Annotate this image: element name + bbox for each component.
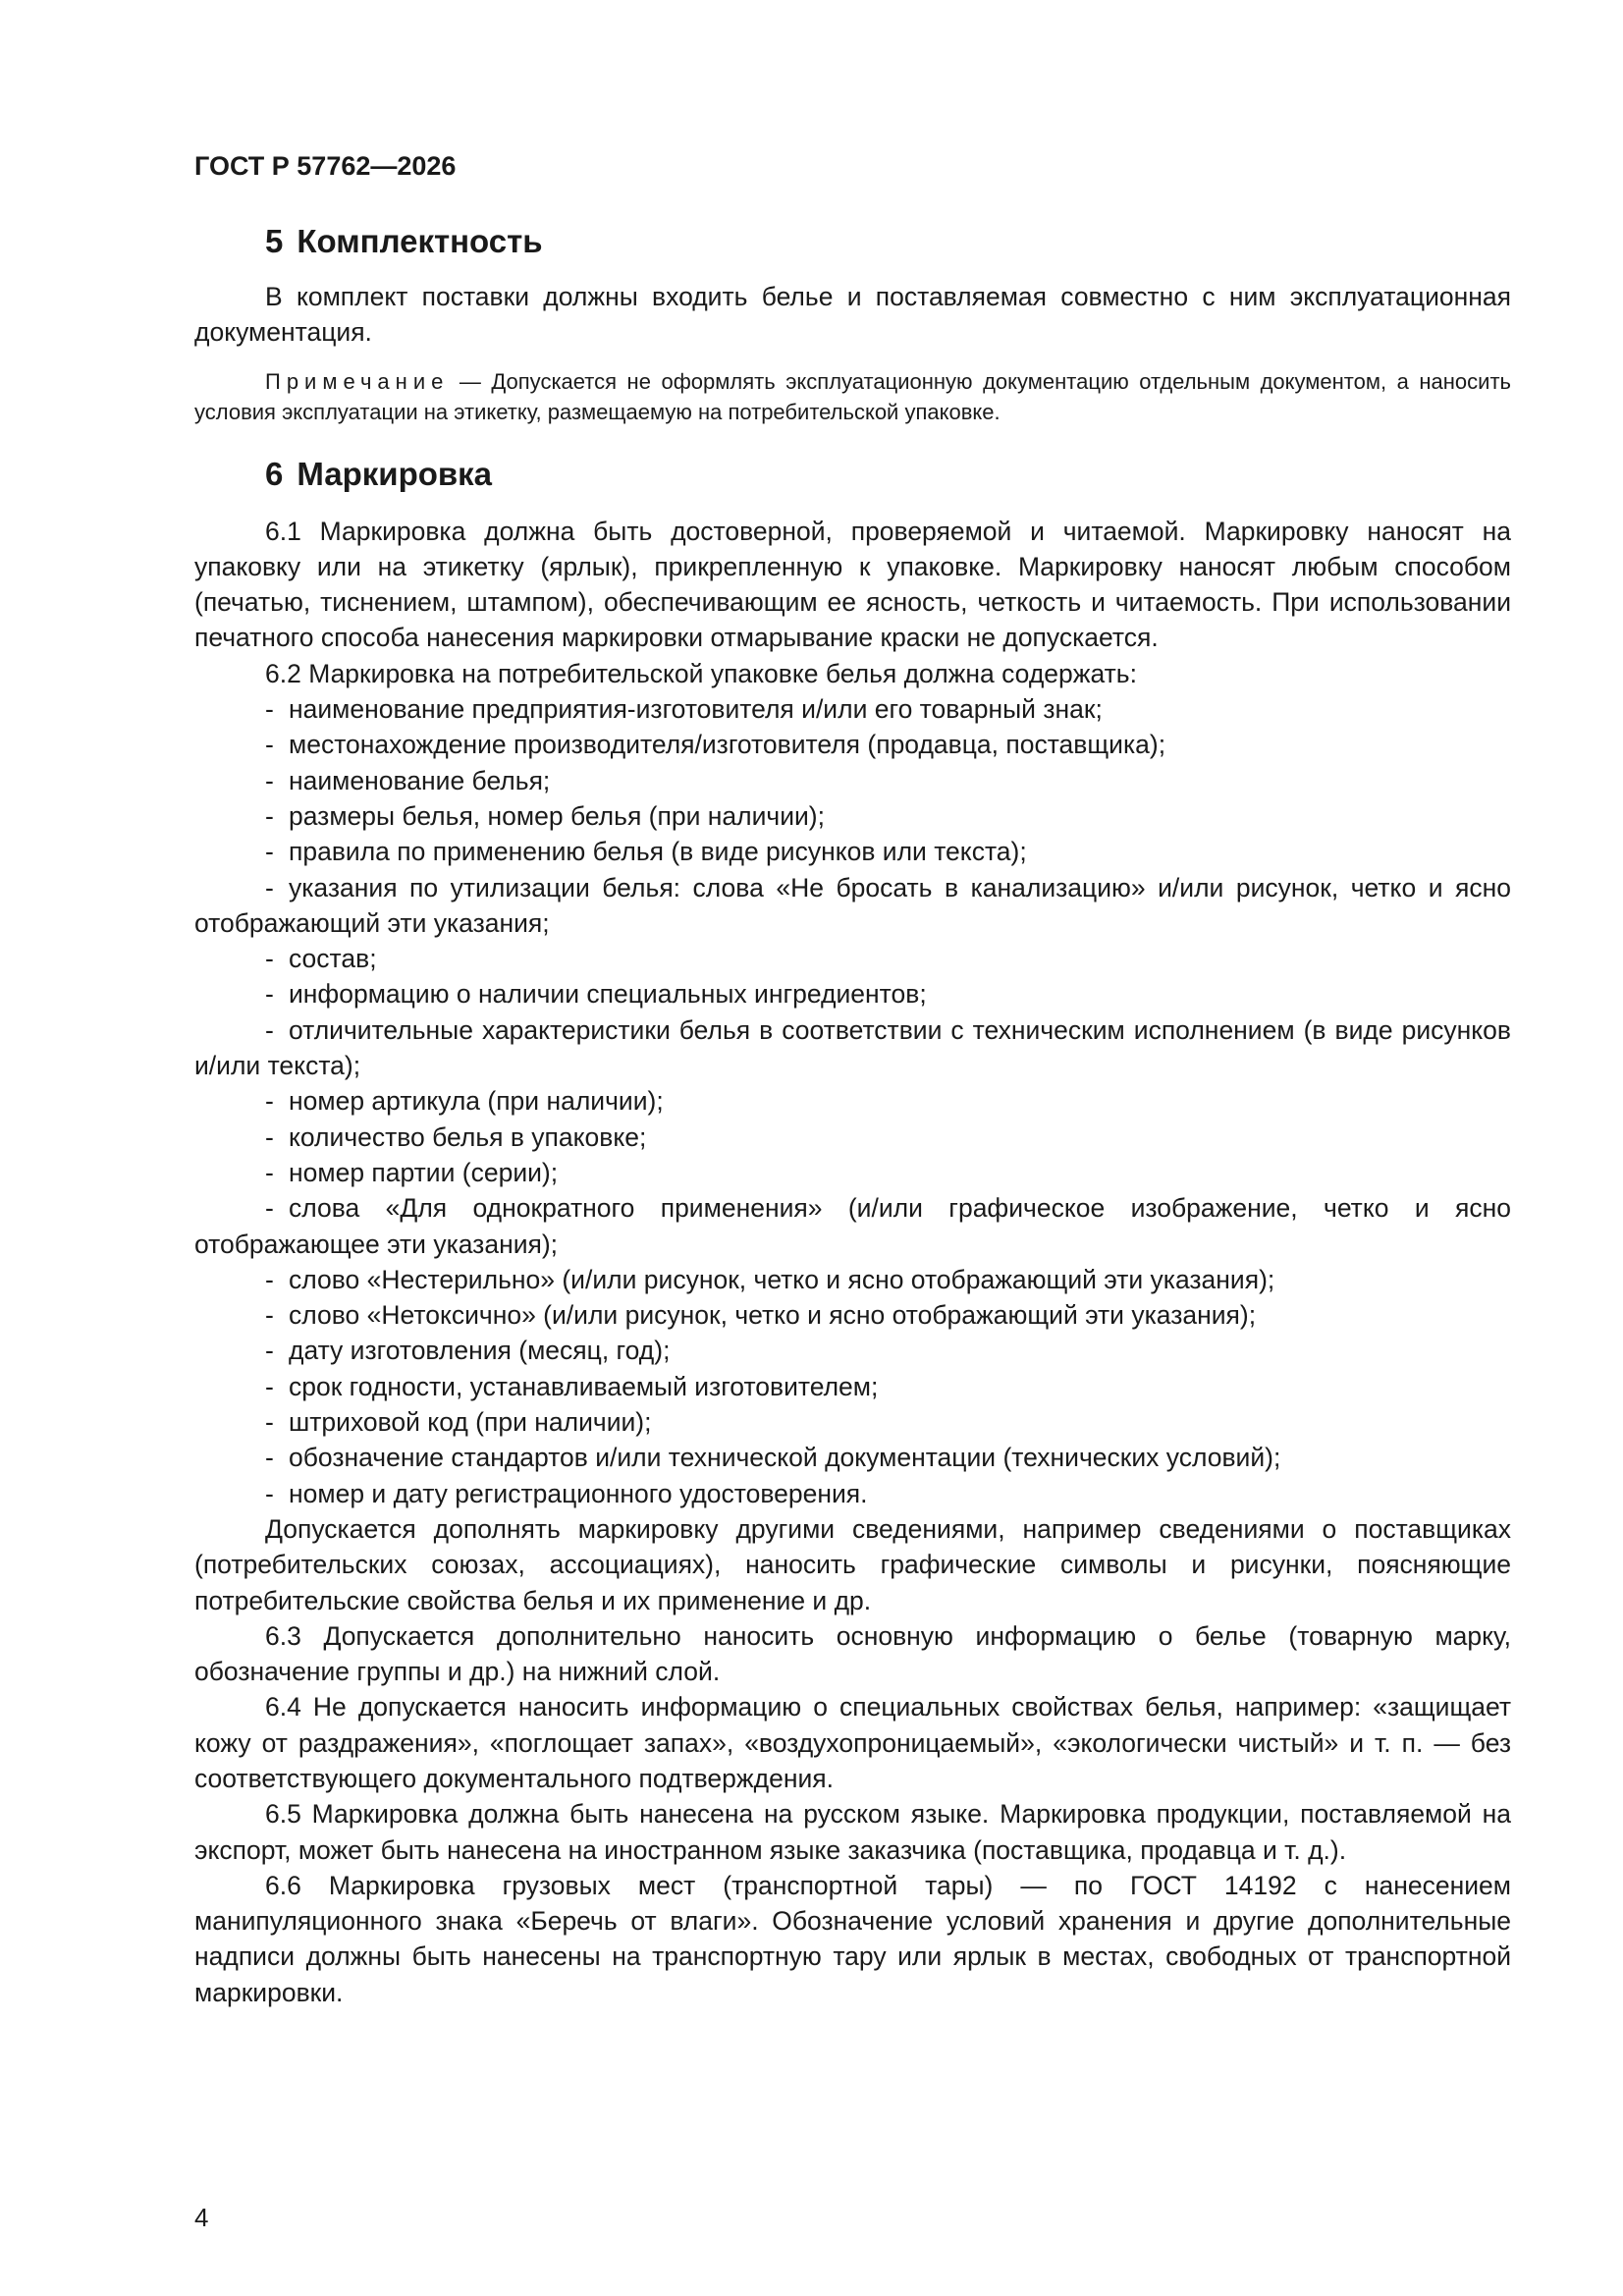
list-dash: - <box>265 1193 274 1224</box>
list-item-text: дату изготовления (месяц, год); <box>289 1336 671 1366</box>
list-item <box>194 1476 1511 1511</box>
list-dash: - <box>265 1443 274 1473</box>
note-text: — Допускается не оформлять эксплуатационную документацию отдельным документом, а наносить условия эксплуатации на этикетку, размещаемую на потребительской упаковке. <box>194 368 1511 424</box>
list-item <box>194 798 1511 834</box>
standard-code: ГОСТ Р 57762—2026 <box>194 151 457 181</box>
section-5-paragraph: В комплект поставки должны входить белье и поставляемая совместно с ним эксплуатационная документация. <box>194 282 1511 348</box>
list-dash: - <box>265 1407 274 1438</box>
list-item-text: номер и дату регистрационного удостоверения. <box>289 1478 868 1508</box>
list-item <box>194 691 1511 727</box>
list-item <box>194 1012 1511 1084</box>
list-dash: - <box>265 1371 274 1401</box>
list-dash: - <box>265 944 274 974</box>
list-item <box>194 763 1511 798</box>
clause-6-5: 6.5 Маркировка должна быть нанесена на русском языке. Маркировка продукции, поставляемой на экспорт, может быть нанесена на иностранном языке заказчика (поставщика, продавца и т. д.). <box>194 1799 1511 1865</box>
note <box>194 366 1511 427</box>
list-item-text: местонахождение производителя/изготовителя (продавца, поставщика); <box>289 730 1166 760</box>
section-6-heading <box>194 455 1511 494</box>
list-dash: - <box>265 694 274 725</box>
additional-info-paragraph: Допускается дополнять маркировку другими сведениями, например сведениями о поставщиках (потребительских союзах, ассоциациях), наносить графические символы и рисунки, поясняющие потребительские свойства белья и их применение и др. <box>194 1513 1511 1615</box>
list-item <box>194 1440 1511 1475</box>
list-item <box>194 727 1511 762</box>
list-item-text: наименование предприятия-изготовителя и/или его товарный знак; <box>289 694 1103 725</box>
clause-6-4: 6.4 Не допускается наносить информацию о специальных свойствах белья, например: «защищает кожу от раздражения», «поглощает запах», «воздухопроницаемый», «экологически чистый» и т. п. — без соответствующего документального подтверждения. <box>194 1692 1511 1793</box>
list-dash: - <box>265 1157 274 1187</box>
note-label: Примечание <box>265 368 450 394</box>
list-item-text: состав; <box>289 944 377 974</box>
list-item-text: размеры белья, номер белья (при наличии); <box>289 800 825 831</box>
section-number: 6 <box>265 455 284 492</box>
list-item-text: слова «Для однократного применения» (и/или графическое изображение, четко и ясно отображающее эти указания); <box>194 1193 1511 1259</box>
list-dash: - <box>265 730 274 760</box>
list-item-text: указания по утилизации белья: слова «Не бросать в канализацию» и/или рисунок, четко и ясно отображающий эти указания; <box>194 872 1511 938</box>
list-item-text: номер партии (серии); <box>289 1157 559 1187</box>
page-number: 4 <box>194 2203 209 2232</box>
marking-requirements-list <box>194 691 1511 1511</box>
list-item-text: слово «Нестерильно» (и/или рисунок, четко и ясно отображающий эти указания); <box>289 1264 1275 1294</box>
list-item <box>194 870 1511 942</box>
list-item <box>194 1262 1511 1297</box>
list-dash: - <box>265 800 274 831</box>
list-item-text: правила по применению белья (в виде рисунков или текста); <box>289 837 1027 867</box>
list-item-text: слово «Нетоксично» (и/или рисунок, четко и ясно отображающий эти указания); <box>289 1300 1257 1331</box>
list-item <box>194 834 1511 869</box>
section-number: 5 <box>265 223 284 259</box>
list-dash: - <box>265 837 274 867</box>
list-item <box>194 1155 1511 1190</box>
list-dash: - <box>265 1478 274 1508</box>
list-item <box>194 1083 1511 1119</box>
list-item-text: срок годности, устанавливаемый изготовителем; <box>289 1371 879 1401</box>
list-dash: - <box>265 872 274 902</box>
clause-6-3: 6.3 Допускается дополнительно наносить основную информацию о белье (товарную марку, обозначение группы и др.) на нижний слой. <box>194 1620 1511 1687</box>
list-dash: - <box>265 1264 274 1294</box>
list-item-text: обозначение стандартов и/или технической документации (технических условий); <box>289 1443 1281 1473</box>
list-dash: - <box>265 1300 274 1331</box>
list-item <box>194 976 1511 1011</box>
list-item <box>194 1190 1511 1262</box>
list-item-text: отличительные характеристики белья в соответствии с техническим исполнением (в виде рисунков и/или текста); <box>194 1014 1511 1081</box>
section-title: Маркировка <box>297 455 493 492</box>
list-item <box>194 1120 1511 1155</box>
section-title: Комплектность <box>297 223 543 259</box>
list-item-text: штриховой код (при наличии); <box>289 1407 652 1438</box>
list-item <box>194 1369 1511 1404</box>
list-item-text: наименование белья; <box>289 765 551 795</box>
list-item-text: количество белья в упаковке; <box>289 1121 647 1152</box>
list-item <box>194 1404 1511 1440</box>
list-item-text: информацию о наличии специальных ингредиентов; <box>289 979 927 1010</box>
list-item <box>194 1333 1511 1368</box>
list-dash: - <box>265 1086 274 1117</box>
list-dash: - <box>265 979 274 1010</box>
clause-6-1: 6.1 Маркировка должна быть достоверной, проверяемой и читаемой. Маркировку наносят на упаковку или на этикетку (ярлык), прикрепленную к упаковке. Маркировку наносят любым способом (печатью, тиснением, штампом), обеспечивающим ее ясность, четкость и читаемость. При использовании печатного способа нанесения маркировки отмарывание краски не допускается. <box>194 516 1511 653</box>
list-item <box>194 1297 1511 1333</box>
clause-6-2: 6.2 Маркировка на потребительской упаковке белья должна содержать: <box>265 658 1137 688</box>
clause-6-6: 6.6 Маркировка грузовых мест (транспортной тары) — по ГОСТ 14192 с нанесением манипуляционного знака «Беречь от влаги». Обозначение условий хранения и другие дополнительные надписи должны быть нанесены на транспортную тару или ярлык в местах, свободных от транспортной маркировки. <box>194 1870 1511 2007</box>
list-dash: - <box>265 1014 274 1045</box>
list-dash: - <box>265 765 274 795</box>
list-dash: - <box>265 1121 274 1152</box>
list-item-text: номер артикула (при наличии); <box>289 1086 664 1117</box>
list-item <box>194 941 1511 976</box>
page-content <box>194 222 1511 2010</box>
list-dash: - <box>265 1336 274 1366</box>
section-5-heading <box>194 222 1511 261</box>
